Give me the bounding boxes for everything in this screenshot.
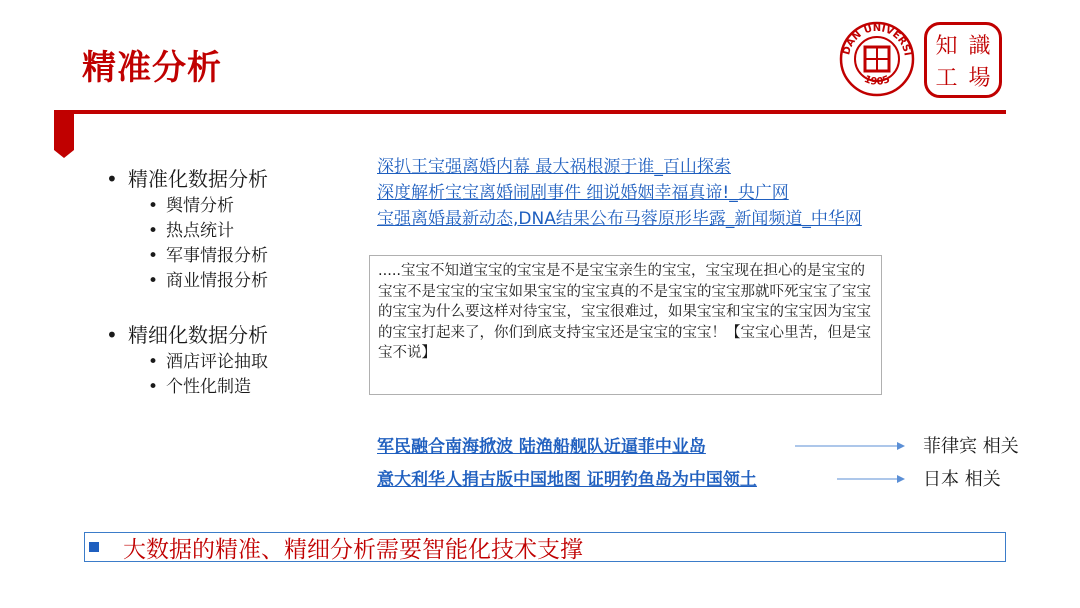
outline-section: • 精细化数据分析 xyxy=(106,323,268,347)
quote-text-box: .....宝宝不知道宝宝的宝宝是不是宝宝亲生的宝宝，宝宝现在担心的是宝宝的宝宝不是宝宝的宝宝如果宝宝的宝宝真的不是宝宝的宝宝那就吓死宝宝了宝宝的宝宝为什么要这样对待宝宝，宝宝很难过，如果宝宝和宝宝的宝宝因为宝宝的宝宝打起来了，你们到底支持宝宝还是宝宝的宝宝！【宝宝心里苦，但是宝宝不说】 xyxy=(369,255,882,395)
title-divider xyxy=(54,110,1006,114)
outline-item: • 舆情分析 xyxy=(148,196,234,216)
related-news-link[interactable]: 军民融合南海掀波 陆渔船舰队近逼菲中业岛 xyxy=(377,437,706,457)
news-link[interactable]: 深度解析宝宝离婚闹剧事件 细说婚姻幸福真谛!_央广网 xyxy=(377,183,789,203)
square-bullet-icon xyxy=(89,542,99,552)
logo-char: 知 xyxy=(935,33,958,59)
divider-tab-marker xyxy=(54,110,74,158)
outline-item: • 热点统计 xyxy=(148,221,234,241)
related-tag: 菲律宾 相关 xyxy=(923,436,1019,457)
arrow-icon xyxy=(837,475,905,483)
outline-list xyxy=(106,164,268,400)
news-link-list xyxy=(377,154,862,232)
news-link[interactable]: 宝强离婚最新动态,DNA结果公布马蓉原形毕露_新闻频道_中华网 xyxy=(377,209,862,229)
svg-text:1905 xyxy=(862,74,891,88)
seal-year-text: 1905 xyxy=(862,74,892,88)
logo-char: 工 xyxy=(935,65,958,91)
related-news-link[interactable]: 意大利华人捐古版中国地图 证明钓鱼岛为中国领土 xyxy=(377,470,757,490)
news-link[interactable]: 深扒王宝强离婚内幕 最大祸根源于谁_百山探索 xyxy=(377,157,731,177)
outline-section-label: 精准化数据分析 xyxy=(128,167,268,191)
outline-item: • 军事情报分析 xyxy=(148,246,268,266)
fudan-university-seal-logo xyxy=(838,16,916,102)
logo-char: 識 xyxy=(968,33,991,59)
arrow-icon xyxy=(795,442,905,450)
related-tag: 日本 相关 xyxy=(923,469,1001,490)
outline-section: • 精准化数据分析 xyxy=(106,167,268,191)
zhishi-gongchang-logo xyxy=(924,22,1002,98)
outline-item: • 个性化制造 xyxy=(148,377,251,397)
outline-item: • 商业情报分析 xyxy=(148,271,268,291)
slide-title: 精准分析 xyxy=(82,48,222,88)
outline-item: • 酒店评论抽取 xyxy=(148,352,268,372)
outline-section-label: 精细化数据分析 xyxy=(128,323,268,347)
summary-banner xyxy=(84,532,1006,562)
summary-text: 大数据的精准、精细分析需要智能化技术支撑 xyxy=(123,537,583,563)
logo-char: 場 xyxy=(968,65,991,91)
seal-arc-text: DAN UNIVERSI xyxy=(841,22,913,57)
